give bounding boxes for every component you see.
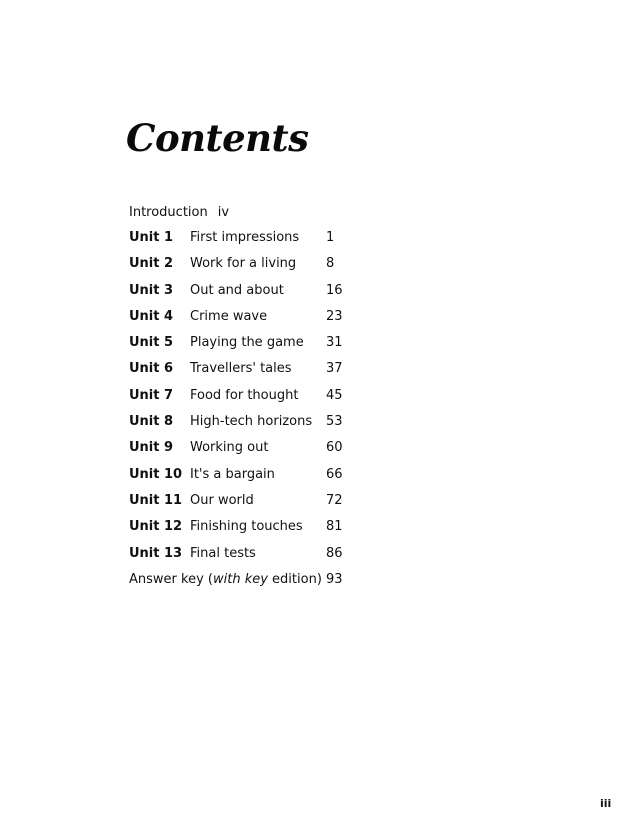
unit-label: Unit 5 [129, 335, 174, 351]
unit-page-number: 1 [326, 230, 335, 245]
unit-page-number: 31 [326, 335, 343, 351]
unit-page-number: 37 [326, 361, 343, 377]
unit-page-number: 60 [326, 440, 343, 456]
unit-title: Finishing touches [190, 519, 303, 535]
answer-key-text-after: edition) [267, 572, 322, 587]
unit-title: Work for a living [190, 256, 297, 272]
unit-page-number: 66 [326, 466, 343, 482]
toc-row-unit-4 [129, 308, 349, 334]
unit-label: Unit 11 [129, 492, 183, 508]
unit-title: Final tests [190, 545, 256, 561]
toc-row-unit-1 [129, 229, 349, 255]
toc-row-unit-9 [129, 439, 349, 465]
unit-page-number: 72 [326, 492, 343, 508]
toc-row-unit-3 [129, 282, 349, 308]
unit-label: Unit 6 [129, 361, 174, 377]
unit-title: Playing the game [190, 335, 304, 351]
unit-label: Unit 8 [129, 414, 174, 430]
unit-title: Food for thought [190, 387, 299, 403]
unit-title: Crime wave [190, 308, 268, 324]
table-of-contents [129, 229, 349, 571]
unit-title: Travellers' tales [190, 361, 292, 377]
page-title: Contents [126, 116, 309, 160]
unit-label: Unit 9 [129, 440, 174, 456]
unit-page-number: 16 [326, 282, 343, 298]
answer-key-text-italic: with key [212, 572, 268, 587]
toc-row-unit-2 [129, 255, 349, 281]
unit-title: First impressions [190, 230, 300, 245]
toc-row-unit-12 [129, 518, 349, 544]
unit-page-number: 23 [326, 308, 343, 324]
introduction-entry [129, 204, 229, 222]
unit-page-number: 8 [326, 256, 335, 272]
toc-row-unit-11 [129, 492, 349, 518]
unit-label: Unit 10 [129, 466, 183, 482]
toc-row-unit-10 [129, 466, 349, 492]
unit-page-number: 45 [326, 387, 343, 403]
unit-label: Unit 13 [129, 545, 183, 561]
toc-row-unit-8 [129, 413, 349, 439]
unit-label: Unit 4 [129, 308, 174, 324]
unit-label: Unit 3 [129, 282, 174, 298]
unit-title: It's a bargain [190, 466, 275, 482]
unit-label: Unit 12 [129, 519, 183, 535]
toc-row-unit-13 [129, 545, 349, 571]
unit-page-number: 81 [326, 519, 343, 535]
unit-page-number: 53 [326, 414, 343, 430]
answer-key-label [129, 572, 322, 587]
introduction-page-number: iv [217, 205, 230, 220]
unit-label: Unit 2 [129, 256, 174, 272]
answer-key-text-before: Answer key ( [129, 572, 213, 587]
unit-title: Working out [190, 440, 269, 456]
page-folio: iii [600, 797, 612, 810]
introduction-label: Introduction [129, 205, 208, 220]
unit-label: Unit 7 [129, 387, 174, 403]
unit-page-number: 86 [326, 545, 343, 561]
toc-row-unit-7 [129, 387, 349, 413]
toc-row-unit-5 [129, 334, 349, 360]
unit-label: Unit 1 [129, 230, 174, 245]
toc-row-unit-6 [129, 360, 349, 386]
unit-title: High-tech horizons [190, 414, 313, 430]
unit-title: Our world [190, 492, 254, 508]
answer-key-page-number: 93 [326, 572, 343, 587]
answer-key-entry [129, 571, 349, 589]
unit-title: Out and about [190, 282, 284, 298]
